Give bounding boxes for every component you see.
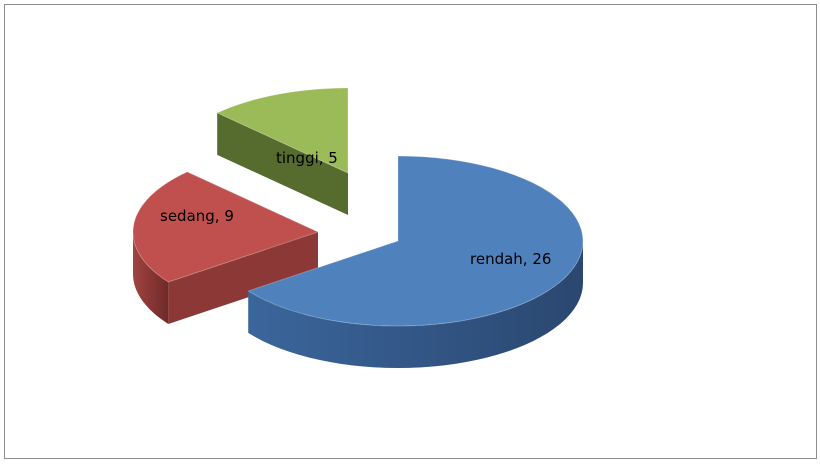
data-label-rendah: rendah, 26 bbox=[470, 250, 552, 268]
slices-layer bbox=[133, 88, 583, 368]
data-label-tinggi: tinggi, 5 bbox=[276, 149, 338, 167]
data-label-sedang: sedang, 9 bbox=[160, 207, 234, 225]
